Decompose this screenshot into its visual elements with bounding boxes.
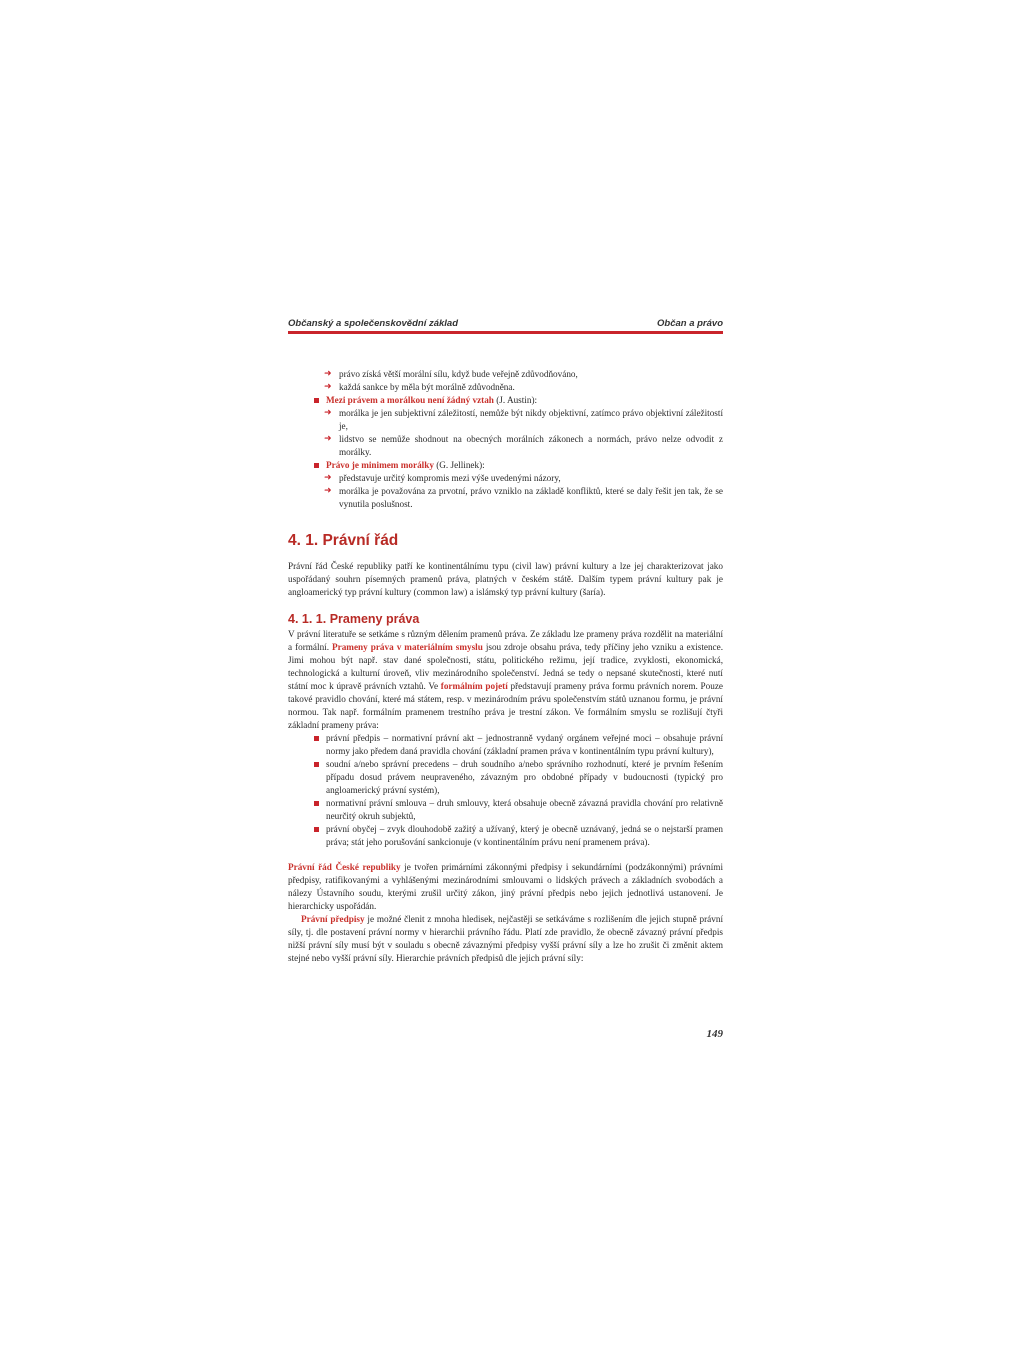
list-item: Právo je minimem morálky (G. Jellinek): (288, 459, 723, 472)
header-right: Občan a právo (657, 318, 723, 329)
top-list (288, 368, 723, 511)
arrow-icon: ➜ (324, 473, 332, 483)
list-item: normativní právní smlouva – druh smlouvy, která obsahuje obecně závazná pravidla chování pro relativně neurčitý okruh subjektů, (288, 797, 723, 823)
regulations-paragraph: Právní předpisy je možné členit z mnoha hledisek, nejčastěji se setkáváme s rozlišením dle jejich stupně právní síly, tj. dle postavení právní normy v hierarchii právního řádu. Platí zde pravidlo, že obecně závazný právní předpis nižší právní síly musí být v souladu s obecně závaznými předpisy vyšší právní síly a lze ho zrušit či změnit aktem stejné nebo vyšší právní síly. Hierarchie právních předpisů dle jejich právní síly: (288, 914, 724, 963)
square-bullet-icon (314, 801, 319, 806)
header-rule (288, 331, 723, 334)
running-header (288, 318, 723, 331)
list-item: ➜ právo získá větší morální sílu, když bude veřejně zdůvodňováno, (324, 369, 578, 379)
square-bullet-icon (314, 762, 319, 767)
list-item: právní předpis – normativní právní akt – jednostranně vydaný orgánem veřejné moci – obsahuje právní normy jako předem daná pravidla chování (základní pramen práva v kontinentálním typu právní kultury), (288, 732, 723, 758)
subsection-title: 4. 1. 1. Prameny práva (288, 612, 420, 626)
header-left: Občanský a společenskovědní základ (288, 318, 459, 329)
square-bullet-icon (314, 827, 319, 832)
arrow-icon: ➜ (324, 434, 332, 444)
section-paragraph: Právní řád České republiky patří ke kontinentálnímu typu (civil law) právní kultury a lze jej charakterizovat jako uspořádaný souhrn písemných pramenů práva, platných v českém státě. Dalším typem právní kultury pak je angloamerický typ právní kultury (common law) a islámský typ právní kultury (šaría). (288, 561, 723, 597)
square-bullet-icon (314, 736, 319, 741)
section-title: 4. 1. Právní řád (288, 532, 399, 549)
arrow-icon: ➜ (324, 382, 332, 392)
page-number: 149 (706, 1028, 723, 1040)
arrow-icon: ➜ (324, 486, 332, 496)
list-item: Mezi právem a morálkou není žádný vztah (J. Austin): (288, 394, 723, 407)
list-item: ➜ každá sankce by měla být morálně zdůvodněna. (324, 382, 515, 392)
square-bullet-icon (314, 398, 319, 403)
square-bullet-icon (314, 463, 319, 468)
list-item: právní obyčej – zvyk dlouhodobě zažitý a užívaný, který je obecně uznávaný, jedná se o nejstarší pramen práva; stát jeho porušování sankcionuje (v kontinentálním právu není pramenem práva). (288, 823, 723, 849)
list-item: ➜ lidstvo se nemůže shodnout na obecných morálních zákonech a normách, právo nelze odvodit z morálky. (324, 434, 723, 457)
legal-order-paragraph: Právní řád České republiky je tvořen primárními zákonnými předpisy i sekundárními (podzákonnými) právními předpisy, ratifikovanými a vyhlášenými mezinárodními smlouvami o lidských právech a základních svobodách a nálezy Ústavního soudu, kterými zrušil určitý zákon, jiný právní předpis nebo jejich jednotlivá ustanovení. Je hierarchicky uspořádán. (288, 862, 723, 911)
list-item: soudní a/nebo správní precedens – druh soudního a/nebo správního rozhodnutí, které je prvním řešením případu dosud právem neupraveného, závazným pro obdobné případy v budoucnosti (typický pro angloamerický právní systém), (288, 758, 723, 797)
arrow-icon: ➜ (324, 408, 332, 418)
list-item: ➜ morálka je považována za prvotní, právo vzniklo na základě konfliktů, které se daly řešit jen tak, že se vynutila poslušnost. (324, 486, 723, 509)
sources-list (288, 732, 723, 849)
sources-paragraph: V právní literatuře se setkáme s různým dělením pramenů práva. Ze základu lze prameny práva rozdělit na materiální a formální. Prameny práva v materiálním smyslu jsou zdroje obsahu práva, tedy příčiny jeho vzniku a existence. Jimi mohou být např. stav dané společnosti, státu, politického režimu, její tradice, zvyklosti, ekonomická, technologická a kulturní úroveň, vliv mezinárodního společenství. Jedná se tedy o nepsané skutečnosti, které nutí státní moc k úpravě právních vztahů. Ve formálním pojetí představují prameny práva formu právních norem. Pouze takové pravidlo chování, které má státem, resp. v mezinárodním právu společenstvím států uznanou formu, je právní normou. Tak např. formálním pramenem trestního práva je trestní zákon. Ve formálním smyslu se rozlišují čtyři základní prameny práva: (288, 629, 724, 730)
book-page (288, 318, 723, 965)
list-item: ➜ představuje určitý kompromis mezi výše uvedenými názory, (324, 473, 561, 483)
list-item: ➜ morálka je jen subjektivní záležitostí, nemůže být nikdy objektivní, zatímco právo objektivní záležitostí je, (324, 408, 723, 431)
arrow-icon: ➜ (324, 369, 332, 379)
